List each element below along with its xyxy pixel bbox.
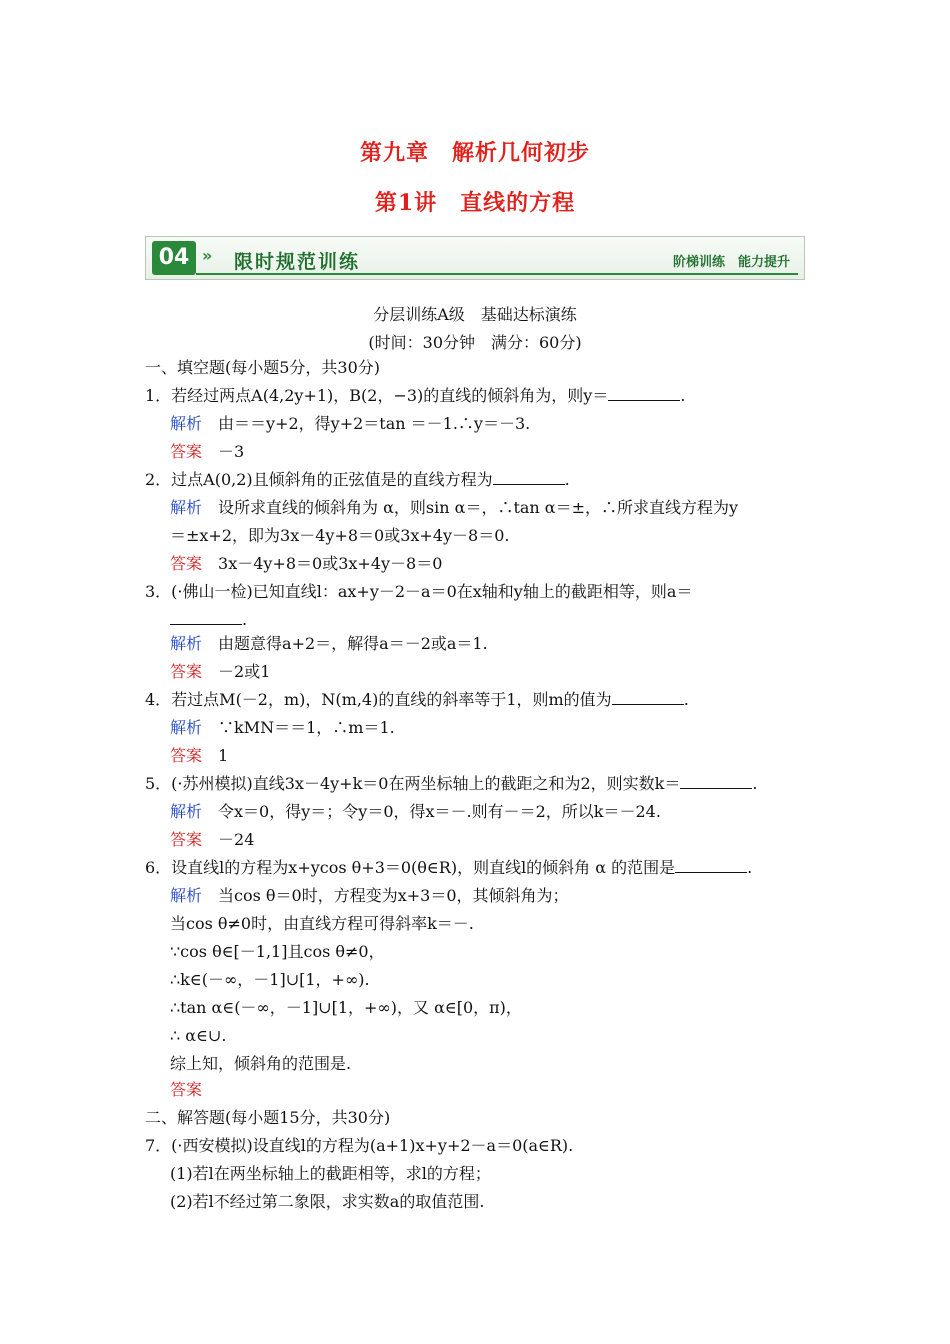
question-7-part-2: (2)若l不经过第二象限，求实数a的取值范围. xyxy=(170,1192,485,1211)
answer-blank xyxy=(675,858,747,873)
analysis-label: 解析 xyxy=(170,718,203,737)
question-7-text: 7．(·西安模拟)设直线l的方程为(a+1)x+y+2－a＝0(a∈R). xyxy=(145,1136,574,1155)
q3-answer-text: －2或1 xyxy=(218,662,271,681)
analysis-label: 解析 xyxy=(170,498,203,517)
q5-analysis xyxy=(170,802,661,822)
answer-blank xyxy=(612,690,684,705)
q5-answer-text: －24 xyxy=(218,830,255,849)
q1-answer-text: －3 xyxy=(218,442,245,461)
banner-title: 限时规范训练 xyxy=(234,251,361,273)
q4-analysis-text: ∵kMN＝＝1，∴m＝1. xyxy=(218,718,395,737)
section-banner xyxy=(145,236,805,280)
banner-subtitle: 阶梯训练 能力提升 xyxy=(672,255,790,270)
answer-blank xyxy=(493,470,565,485)
answer-blank xyxy=(608,386,680,401)
question-2-end: . xyxy=(564,470,570,489)
q2-analysis xyxy=(170,498,738,518)
answer-blank xyxy=(680,774,752,789)
question-6-end: . xyxy=(747,858,753,877)
q1-analysis xyxy=(170,414,530,434)
question-1-end: . xyxy=(680,386,686,405)
answer-label: 答案 xyxy=(170,1080,203,1099)
answer-blank xyxy=(170,610,242,625)
analysis-label: 解析 xyxy=(170,802,203,821)
question-4-end: . xyxy=(683,690,689,709)
q1-analysis-text: 由＝＝y+2，得y+2＝tan ＝－1.∴y＝－3. xyxy=(218,414,531,433)
q6-analysis-line: ∴tan α∈(－∞，－1]∪[1，+∞)，又 α∈[0，π)， xyxy=(170,998,522,1017)
q6-analysis-line: ∴ α∈∪. xyxy=(170,1026,227,1045)
answer-label: 答案 xyxy=(170,554,203,573)
q3-analysis-text: 由题意得a+2＝，解得a＝－2或a＝1. xyxy=(218,634,488,653)
q2-analysis-text-2: ＝±x+2，即为3x－4y+8＝0或3x+4y－8＝0. xyxy=(170,526,510,545)
answer-label: 答案 xyxy=(170,746,203,765)
q6-analysis-line: ∴k∈(－∞，－1]∪[1，+∞). xyxy=(170,970,370,989)
q3-answer xyxy=(170,662,270,682)
q4-analysis xyxy=(170,718,395,738)
q2-analysis-text-1: 设所求直线的倾斜角为 α，则sin α＝，∴tan α＝±，∴所求直线方程为y xyxy=(218,498,739,517)
q3-analysis xyxy=(170,634,488,654)
question-6-text: 6．设直线l的方程为x+ycos θ+3＝0(θ∈R)，则直线l的倾斜角 α 的范围是 xyxy=(145,858,676,877)
section2-heading: 二、解答题(每小题15分，共30分) xyxy=(145,1108,391,1127)
analysis-label: 解析 xyxy=(170,634,203,653)
q6-analysis-line: 当cos θ≠0时，由直线方程可得斜率k＝－. xyxy=(170,914,474,933)
question-2-text: 2．过点A(0,2)且倾斜角的正弦值是的直线方程为 xyxy=(145,470,493,489)
question-6 xyxy=(145,858,752,878)
answer-label: 答案 xyxy=(170,662,203,681)
question-3-end: . xyxy=(242,610,248,629)
answer-label: 答案 xyxy=(170,830,203,849)
q5-analysis-text: 令x＝0，得y＝；令y＝0，得x＝－.则有－＝2，所以k＝－24. xyxy=(218,802,661,821)
double-arrow-icon: » xyxy=(202,246,213,265)
question-4 xyxy=(145,690,689,710)
q1-answer xyxy=(170,442,244,462)
chapter-title: 第九章 解析几何初步 xyxy=(359,140,590,166)
q2-answer-text: 3x－4y+8＝0或3x+4y－8＝0 xyxy=(218,554,443,573)
section1-heading: 一、填空题(每小题5分，共30分) xyxy=(145,358,381,377)
question-4-text: 4．若过点M(－2，m)，N(m,4)的直线的斜率等于1，则m的值为 xyxy=(145,690,612,709)
banner-underline xyxy=(196,273,798,275)
question-5-text: 5．(·苏州模拟)直线3x－4y+k＝0在两坐标轴上的截距之和为2，则实数k＝ xyxy=(145,774,681,793)
q6-analysis-line: ∵cos θ∈[－1,1]且cos θ≠0， xyxy=(170,942,385,961)
banner-badge: 04 xyxy=(152,241,196,275)
question-3-text: 3．(·佛山一检)已知直线l：ax+y－2－a＝0在x轴和y轴上的截距相等，则a＝ xyxy=(145,582,693,601)
q5-answer xyxy=(170,830,254,850)
q2-answer xyxy=(170,554,442,574)
question-1-text: 1．若经过两点A(4,2y+1)，B(2，−3)的直线的倾斜角为，则y＝ xyxy=(145,386,609,405)
time-info: (时间：30分钟 满分：60分) xyxy=(368,333,582,352)
q4-answer-text: 1 xyxy=(218,746,229,765)
lesson-title: 第1讲 直线的方程 xyxy=(374,190,576,216)
level-heading: 分层训练A级 基础达标演练 xyxy=(373,305,577,324)
q4-answer xyxy=(170,746,228,766)
analysis-label: 解析 xyxy=(170,886,203,905)
question-1 xyxy=(145,386,685,406)
question-5 xyxy=(145,774,757,794)
answer-label: 答案 xyxy=(170,442,203,461)
question-7-part-1: (1)若l在两坐标轴上的截距相等，求l的方程； xyxy=(170,1164,491,1183)
analysis-label: 解析 xyxy=(170,414,203,433)
q6-analysis xyxy=(170,886,569,906)
question-5-end: . xyxy=(752,774,758,793)
q6-analysis-line: 综上知，倾斜角的范围是. xyxy=(170,1054,352,1073)
question-2 xyxy=(145,470,570,490)
question-3-cont xyxy=(170,610,247,630)
q6-answer xyxy=(170,1080,202,1100)
q6-analysis-text-1: 当cos θ＝0时，方程变为x+3＝0，其倾斜角为； xyxy=(218,886,569,905)
